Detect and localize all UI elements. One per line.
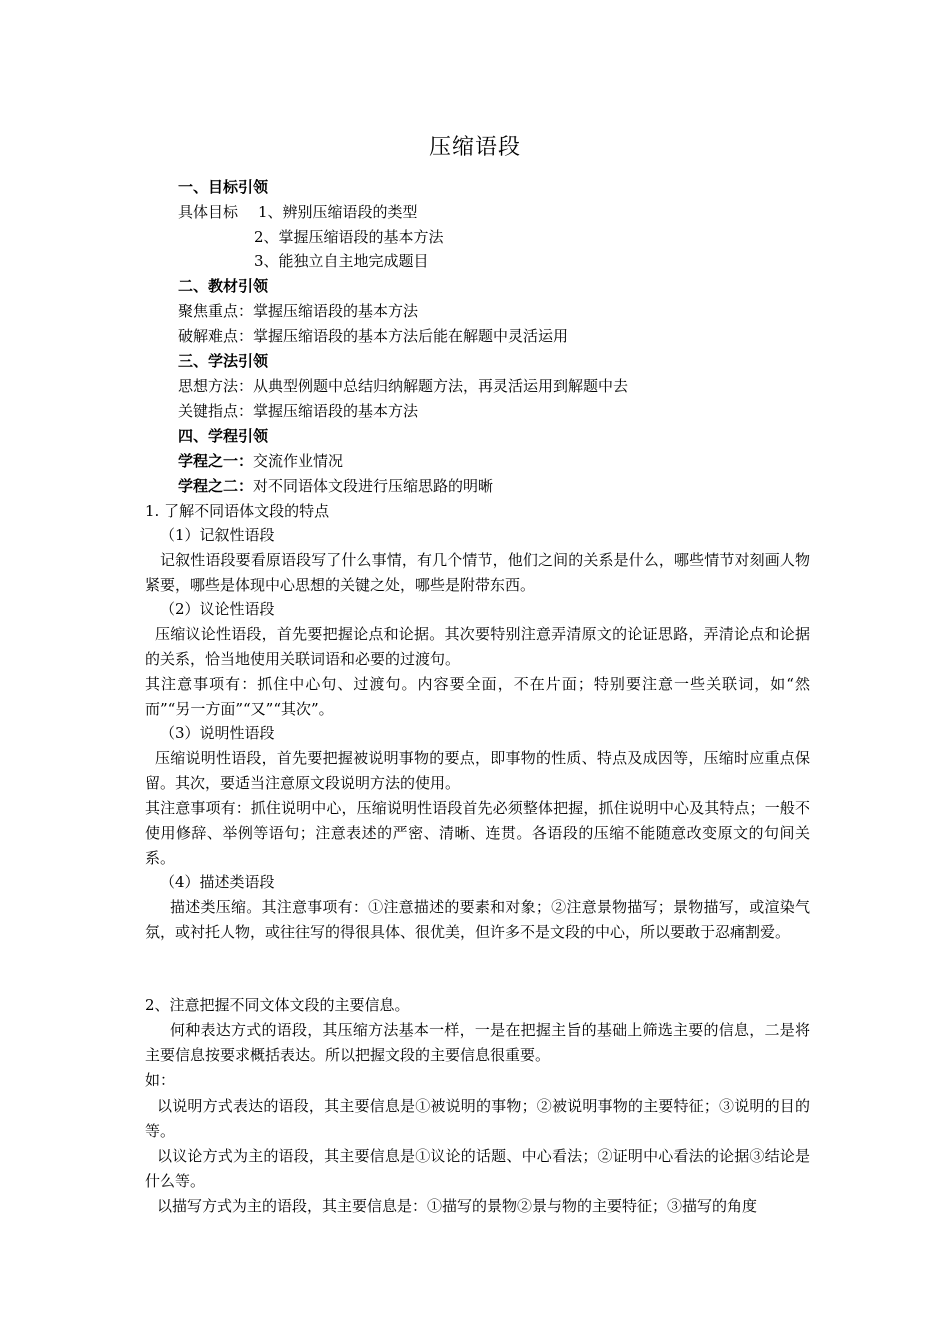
section-heading-methods: 三、学法引领 — [178, 352, 269, 370]
page-title: 压缩语段 — [428, 135, 521, 160]
part2-heading: 2、注意把握不同文体文段的主要信息。 — [145, 996, 410, 1014]
section-heading-process: 四、学程引领 — [178, 427, 269, 445]
process-step-2-text: 对不同语体文段进行压缩思路的明晰 — [253, 477, 494, 495]
goal-item-1: 1、辨别压缩语段的类型 — [258, 203, 418, 221]
section-heading-materials: 二、教材引领 — [178, 277, 269, 295]
process-step-1-label: 学程之一： — [178, 452, 254, 470]
part2-intro: 何种表达方式的语段，其压缩方法基本一样，一是在把握主旨的基础上筛选主要的信息，二是将主要信息按要求概括表达。所以把握文段的主要信息很重要。 — [145, 1021, 810, 1064]
argument-paragraph: 压缩议论性语段，首先要把握论点和论据。其次要特别注意弄清原文的论证思路，弄清论点和论据的关系，恰当地使用关联词语和必要的过渡句。 — [145, 625, 810, 668]
goals-label: 具体目标 — [178, 203, 239, 221]
goal-item-3: 3、能独立自主地完成题目 — [254, 252, 429, 270]
example-label: 如： — [145, 1071, 176, 1089]
expository-info: 以说明方式表达的语段，其主要信息是①被说明的事物；②被说明事物的主要特征；③说明的目的等。 — [145, 1097, 810, 1140]
exposition-title: （3）说明性语段 — [160, 724, 275, 742]
goal-item-2: 2、掌握压缩语段的基本方法 — [254, 228, 444, 246]
process-step-1 — [178, 450, 343, 472]
focus-point: 聚焦重点：掌握压缩语段的基本方法 — [178, 302, 419, 320]
exposition-paragraph: 压缩说明性语段，首先要把握被说明事物的要点，即事物的性质、特点及成因等，压缩时应重点保留。其次，要适当注意原文段说明方法的使用。 — [145, 749, 810, 792]
process-step-1-text: 交流作业情况 — [253, 452, 344, 470]
exposition-note: 其注意事项有：抓住说明中心，压缩说明性语段首先必须整体把握，抓住说明中心及其特点；一般不使用修辞、举例等语句；注意表述的严密、清晰、连贯。各语段的压缩不能随意改变原文的句间关系。 — [145, 799, 810, 867]
key-line: 关键指点：掌握压缩语段的基本方法 — [178, 402, 419, 420]
description-title: （4）描述类语段 — [160, 873, 275, 891]
argument-title: （2）议论性语段 — [160, 600, 275, 618]
method-line: 思想方法：从典型例题中总结归纳解题方法，再灵活运用到解题中去 — [178, 377, 629, 395]
difficulty-point: 破解难点：掌握压缩语段的基本方法后能在解题中灵活运用 — [178, 327, 569, 345]
argumentative-info: 以议论方式为主的语段，其主要信息是①议论的话题、中心看法；②证明中心看法的论据③结论是什么等。 — [145, 1147, 810, 1190]
process-step-2-label: 学程之二： — [178, 477, 254, 495]
narrative-title: （1）记叙性语段 — [160, 526, 275, 544]
description-paragraph: 描述类压缩。其注意事项有：①注意描述的要素和对象；②注意景物描写；景物描写，或渲染气氛，或衬托人物，或往往写的得很具体、很优美，但许多不是文段的中心，所以要敢于忍痛割爱。 — [145, 898, 810, 941]
part1-heading: 1. 了解不同语体文段的特点 — [145, 502, 330, 520]
section-heading-goals: 一、目标引领 — [178, 178, 269, 196]
argument-note: 其注意事项有：抓住中心句、过渡句。内容要全面，不在片面；特别要注意一些关联词，如“然而”“另一方面”“又”“其次”。 — [145, 675, 810, 718]
narrative-paragraph: 记叙性语段要看原语段写了什么事情，有几个情节，他们之间的关系是什么，哪些情节对刻画人物紧要，哪些是体现中心思想的关键之处，哪些是附带东西。 — [145, 551, 810, 594]
descriptive-info: 以描写方式为主的语段，其主要信息是：①描写的景物②景与物的主要特征；③描写的角度 — [157, 1197, 758, 1215]
process-step-2 — [178, 475, 493, 497]
